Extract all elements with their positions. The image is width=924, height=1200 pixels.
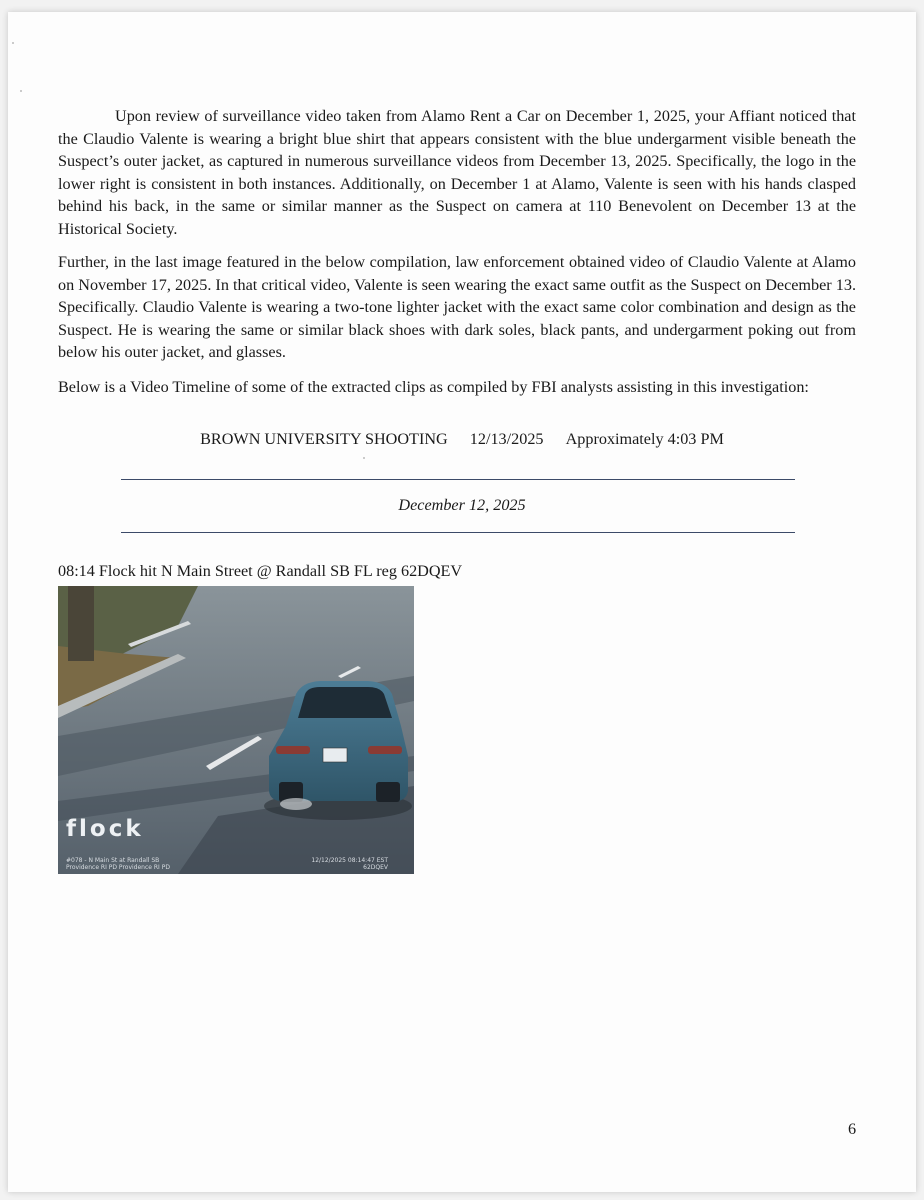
camera-timestamp: 12/12/2025 08:14:47 EST [311,857,388,864]
camera-timestamp-block [311,857,388,871]
paragraph-alamo-nov-17: Further, in the last image featured in the below compilation, law enforcement obtained video of Claudio Valente at Alamo on November 17, 2025. In that critical video, Valente is seen wearing the exact same outfit as the Suspect on December 13. Specifically. Claudio Valente is wearing a two-tone lighter jacket with the exact same color combination and design as the Suspect. He is wearing the same or similar black shoes with dark soles, black pants, and undergarment poking out from below his outer jacket, and glasses. [58,253,856,362]
camera-location-line-1: #078 - N Main St at Randall SB [66,857,160,864]
heading-time: Approximately 4:03 PM [565,430,724,448]
heading-date: 12/13/2025 [469,430,544,448]
paragraph-timeline-intro: Below is a Video Timeline of some of the extracted clips as compiled by FBI analysts assisting in this investigation: [58,378,809,396]
page-number: 6 [848,1120,857,1138]
divider-bottom [121,532,795,533]
paragraph-alamo-dec-1: Upon review of surveillance video taken from Alamo Rent a Car on December 1, 2025, your Affiant noticed that the Claudio Valente is wearing a bright blue shirt that appears consistent with the blue undergarment visible beneath the Suspect’s outer jacket, as captured in numerous surveillance videos from December 13, 2025. Specifically, the logo in the lower right is consistent in both instances. Additionally, on December 1 at Alamo, Valente is seen with his hands clasped behind his back, in the same or similar manner as the Suspect on camera at 110 Benevolent on December 13 at the Historical Society. [58,107,856,238]
document-page [8,12,916,1192]
camera-plate: 62DQEV [363,864,388,871]
clip-caption: 08:14 Flock hit N Main Street @ Randall SB FL reg 62DQEV [58,562,463,580]
heading-event: BROWN UNIVERSITY SHOOTING [200,430,448,448]
camera-location-line-2: Providence RI PD Providence RI PD [66,864,170,871]
flock-camera-still [58,586,414,874]
section-date: December 12, 2025 [398,496,526,514]
scan-speck [363,457,365,459]
divider-top [121,479,795,480]
scan-speck [12,42,14,44]
flock-logo: flock [66,816,144,842]
timeline-heading [8,430,916,449]
scan-speck [20,90,22,92]
camera-location [66,857,170,871]
